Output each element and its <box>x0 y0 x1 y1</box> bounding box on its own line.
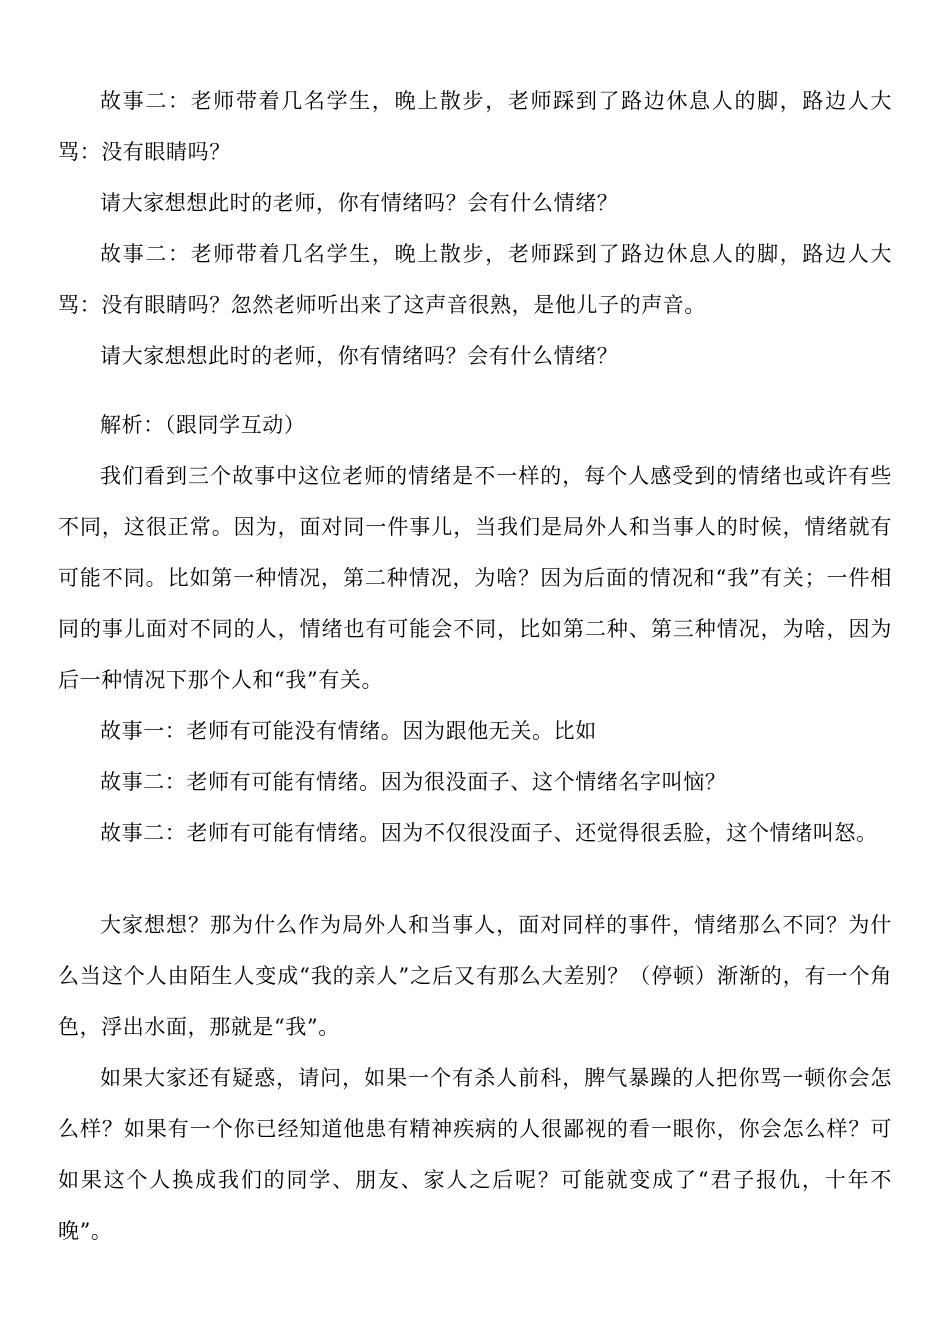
paragraph-group-analysis <box>58 400 892 859</box>
paragraph-story-two-answer-a: 故事二：老师有可能有情绪。因为很没面子、这个情绪名字叫恼？ <box>100 770 727 794</box>
paragraph-question-a: 请大家想想此时的老师，你有情绪吗？会有什么情绪？ <box>100 191 619 215</box>
paragraph-analysis-body: 我们看到三个故事中这位老师的情绪是不一样的，每个人感受到的情绪也或许有些不同，这很正常。因为，面对同一件事儿，当我们是局外人和当事人的时候，情绪就有可能不同。比如第一种情况，第二种情况，为啥？因为后面的情况和“我”有关；一件相同的事儿面对不同的人，情绪也有可能会不同，比如第二种、第三种情况，为啥，因为后一种情况下那个人和“我”有关。 <box>58 464 892 692</box>
paragraph-analysis-heading: 解析：（跟同学互动） <box>100 413 306 437</box>
paragraph-story-two-b: 故事二：老师带着几名学生，晚上散步，老师踩到了路边休息人的脚，路边人大骂：没有眼睛吗？忽然老师听出来了这声音很熟，是他儿子的声音。 <box>58 242 892 317</box>
paragraph-example: 如果大家还有疑惑，请问，如果一个有杀人前科，脾气暴躁的人把你骂一顿你会怎么样？如果有一个你已经知道他患有精神疾病的人很鄙视的看一眼你，你会怎么样？可如果这个人换成我们的同学、朋友、家人之后呢？可能就变成了“君子报仇，十年不晚”。 <box>58 1066 892 1243</box>
paragraph-group-stories <box>58 76 892 382</box>
paragraph-story-one-answer: 故事一：老师有可能没有情绪。因为跟他无关。比如 <box>100 719 597 743</box>
paragraph-story-two-a: 故事二：老师带着几名学生，晚上散步，老师踩到了路边休息人的脚，路边人大骂：没有眼睛吗？ <box>58 89 892 164</box>
paragraph-story-two-answer-b: 故事二：老师有可能有情绪。因为不仅很没面子、还觉得很丢脸，这个情绪叫怒。 <box>100 821 878 845</box>
paragraph-reflection: 大家想想？那为什么作为局外人和当事人，面对同样的事件，情绪那么不同？为什么当这个人由陌生人变成“我的亲人”之后又有那么大差别？（停顿）渐渐的，有一个角色，浮出水面，那就是“我”。 <box>58 913 892 1039</box>
paragraph-group-reflection <box>58 900 892 1257</box>
paragraph-question-b: 请大家想想此时的老师，你有情绪吗？会有什么情绪？ <box>100 344 619 368</box>
